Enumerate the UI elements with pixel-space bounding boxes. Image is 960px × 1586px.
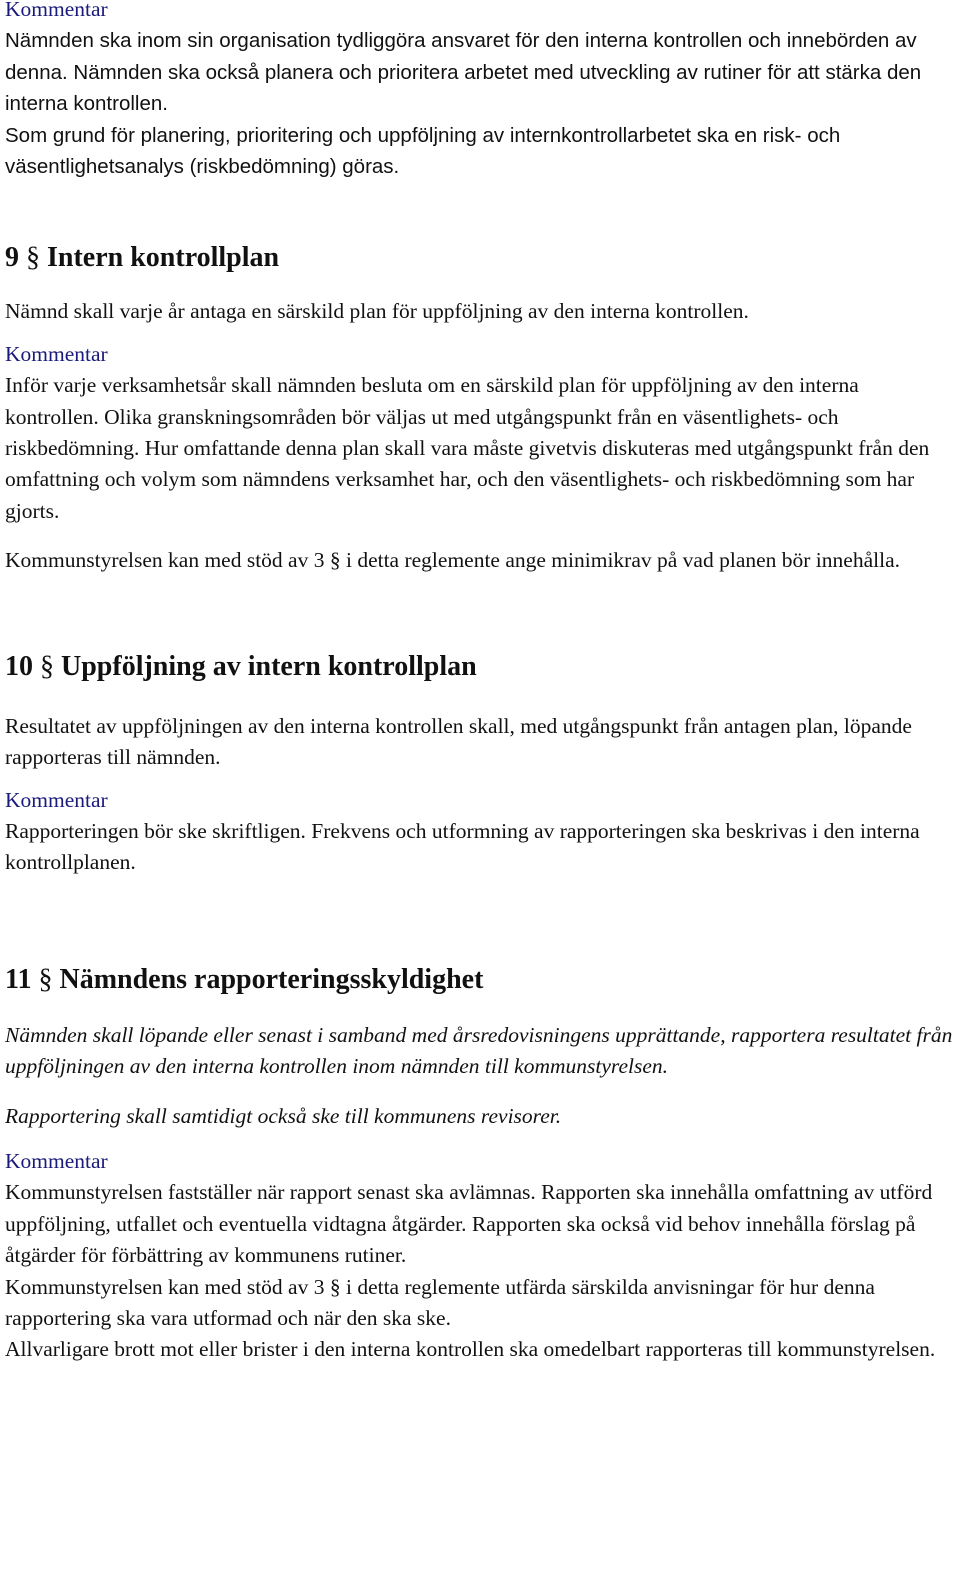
comment-paragraph: Allvarligare brott mot eller brister i den interna kontrollen ska omedelbart rapporteras till kommunstyrelsen. [5,1337,936,1362]
comment-paragraph: Rapporteringen bör ske skriftligen. Frekvens och utformning av rapporteringen ska beskrivas i den interna kontrollplanen. [5,818,920,875]
section-sign: § [40,650,54,682]
section-title: Nämndens rapporteringsskyldighet [59,963,484,995]
section-number: 10 [5,650,33,682]
section-heading-10 [5,649,955,685]
document-page [5,0,955,1366]
section-title: Uppföljning av intern kontrollplan [61,650,477,682]
comment-paragraph: Nämnden ska inom sin organisation tydliggöra ansvaret för den interna kontrollen och innebörden av denna. Nämnden ska också planera och prioritera arbetet med utveckling av rutiner för att stärka den interna kontrollen. [5,29,922,116]
comment-label: Kommentar [5,1148,108,1173]
section-title: Intern kontrollplan [47,242,280,274]
comment-label: Kommentar [5,787,108,812]
comment-label: Kommentar [5,341,108,366]
comment-paragraph: Kommunstyrelsen fastställer när rapport senast ska avlämnas. Rapporten ska innehålla omfattning av utförd uppföljning, utfallet och eventuella vidtagna åtgärder. Rapporten ska också vid behov innehålla förslag på åtgärder för förbättring av kommunens rutiner. [5,1180,933,1268]
section-heading-11 [5,962,955,998]
section-sign: § [329,1274,341,1299]
rule-paragraph: Rapportering skall samtidigt också ske till kommunens revisorer. [5,1103,562,1128]
rule-paragraph: Nämnd skall varje år antaga en särskild plan för uppföljning av den interna kontrollen. [5,299,749,324]
rule-paragraph: Nämnden skall löpande eller senast i samband med årsredovisningens upprättande, rapportera resultatet från uppföljningen av den interna kontrollen inom nämnden till kommunstyrelsen. [5,1022,953,1079]
section-number: 9 [5,242,19,274]
text-fragment: i detta reglemente ange minimikrav på vad planen bör innehålla. [345,548,900,573]
text-fragment: Kommunstyrelsen kan med stöd av 3 [5,1274,325,1299]
comment-label: Kommentar [5,0,108,21]
text-fragment: Kommunstyrelsen kan med stöd av 3 [5,548,325,573]
section-sign: § [38,963,53,995]
comment-paragraph [5,545,955,576]
section-sign: § [329,548,341,573]
text-fragment: i detta reglemente utfärda särskilda anvisningar för hur denna rapportering ska vara utformad och när den ska ske. [5,1274,875,1330]
comment-paragraph [5,1272,955,1335]
section-number: 11 [5,963,32,995]
rule-paragraph: Resultatet av uppföljningen av den interna kontrollen skall, med utgångspunkt från antagen plan, löpande rapporteras till nämnden. [5,713,912,770]
comment-paragraph: Som grund för planering, prioritering och uppföljning av internkontrollarbetet ska en risk- och väsentlighetsanalys (riskbedömning) göras. [5,123,841,179]
section-heading-9 [5,240,955,276]
section-sign: § [26,242,40,274]
comment-paragraph: Inför varje verksamhetsår skall nämnden besluta om en särskild plan för uppföljning av den interna kontrollen. Olika granskningsområden bör väljas ut med utgångspunkt från en väsentlighets- och riskbedömning. Hur omfattande denna plan skall vara måste givetvis diskuteras med utgångspunkt från den omfattning och volym som nämndens verksamhet har, och den väsentlighets- och riskbedömning som har gjorts. [5,373,930,523]
